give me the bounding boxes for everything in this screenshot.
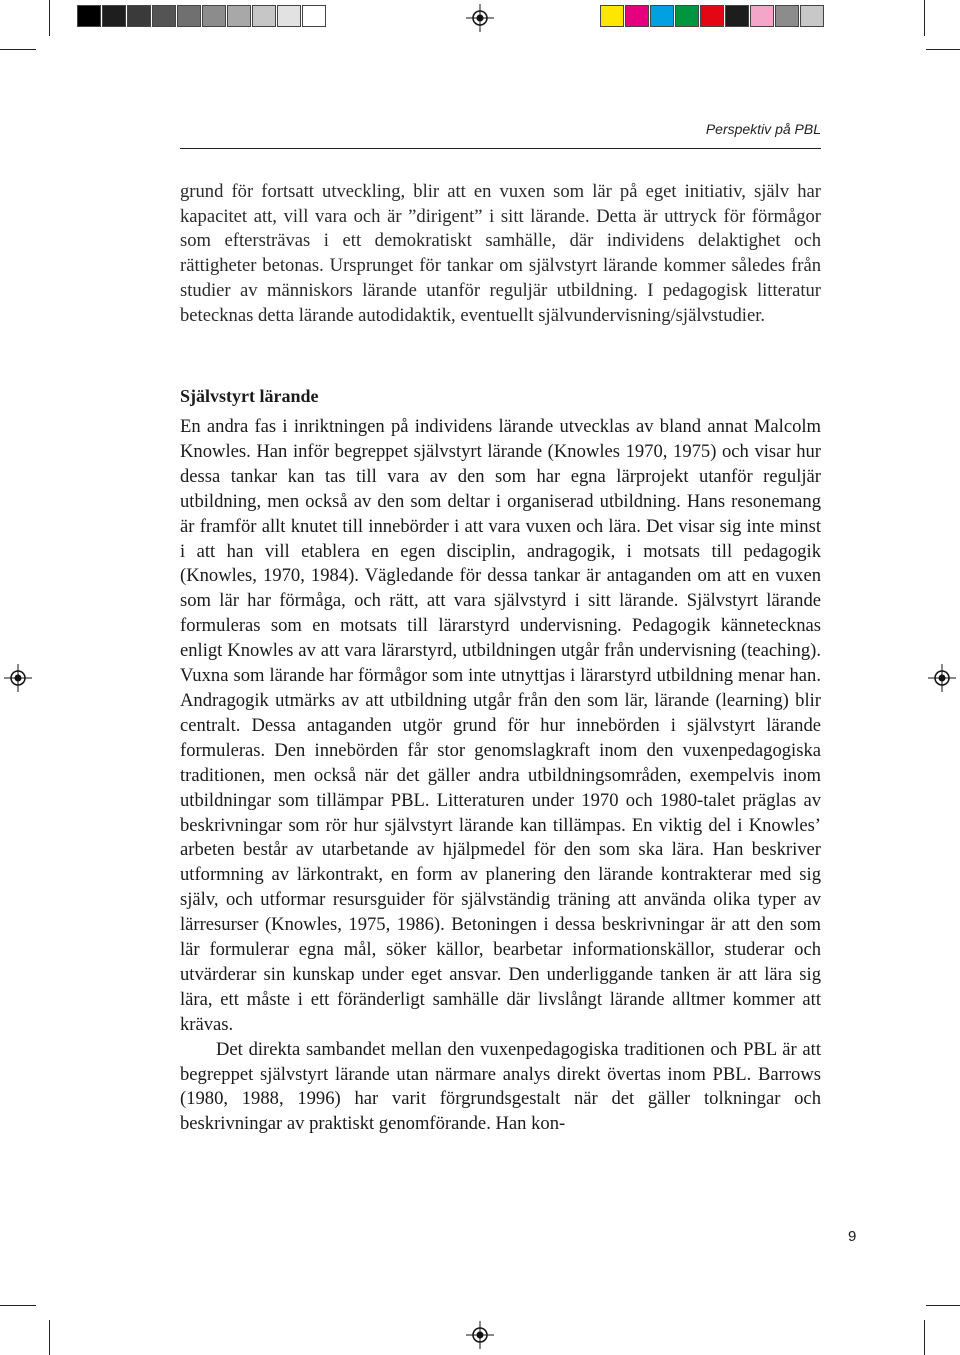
grayscale-color-bar [77,5,327,27]
gray-swatch [102,5,126,27]
registration-mark-left-icon [4,664,32,692]
process-color-bar [600,5,825,27]
color-swatch [800,5,824,27]
body-paragraph-1: En andra fas i inriktningen på individens lärande utvecklas av bland annat Malcolm Knowles. Han inför begreppet självstyrt lärande (Knowles 1970, 1975) och visar hur dessa tankar kan tas till vara av den som har egna lärprojekt utanför reguljär utbildning, men också av den som deltar i organiserad utbildning. Hans resonemang är framför allt knutet till innebörder i att vara vuxen och lära. Det visar sig inte minst i att han vill etablera en egen disciplin, andragogik, i motsats till pedagogik (Knowles, 1970, 1984). Vägledande för dessa tankar är antaganden om att en vuxen som lär har förmåga, och rätt, att vara självstyrd i sitt lärande. Självstyrt lärande formuleras som en motsats till lärarstyrd undervisning. Pedagogik kännetecknas enligt Knowles av att vara lärarstyrd, utbildningen utgår från undervisning (teaching). Vuxna som lärande har förmågor som inte utnyttjas i lärarstyrd utbildning menar han. Andragogik utmärks av att utbildning utgår från den som lär, lärande (learning) blir centralt. Dessa antaganden utgör grund för hur innebörden i självstyrt lärande formuleras. Den innebörden får stor genomslagkraft inom den vuxenpedagogiska traditionen, men också när det gäller andra utbildningsområden, exempelvis inom utbildningar som tillämpar PBL. Litteraturen under 1970 och 1980-talet präglas av beskrivningar som rör hur självstyrt lärande kan tillämpas. En viktig del i Knowles’ arbeten består av utarbetande av hjälpmedel för den som ska lära. Han beskriver utformning av lärkontrakt, en form av planering den lärande kontrakterar med sig själv, och utformar resursguider för självständig träning att använda olika typer av lärresurser (Knowles, 1975, 1986). Betoningen i dessa beskrivningar är att den som lär formulerar egna mål, söker källor, bearbetar informationskällor, studerar och utvärderar sin kunskap under eget ansvar. Den underliggande tanken är att lära sig lära, ett måste i ett föränderligt samhälle där livslångt lärande alltmer kommer att krävas. [180,416,821,1035]
color-swatch [775,5,799,27]
section-body [180,415,821,1137]
gray-swatch [277,5,301,27]
running-header: Perspektiv på PBL [705,121,821,137]
gray-swatch [202,5,226,27]
gray-swatch [127,5,151,27]
gray-swatch [177,5,201,27]
registration-mark-top-icon [466,4,494,32]
section-heading: Självstyrt lärande [180,386,319,406]
color-swatch [600,5,624,27]
color-swatch [700,5,724,27]
gray-swatch [227,5,251,27]
gray-swatch [252,5,276,27]
body-paragraph-2: Det direkta sambandet mellan den vuxenpedagogiska traditionen och PBL är att begreppet självstyrt lärande utan närmare analys direkt övertas inom PBL. Barrows (1980, 1988, 1996) har varit förgrundsgestalt när det gäller tolkningar och beskrivningar av praktiskt genomförande. Han kon- [180,1038,821,1135]
page-number: 9 [848,1228,857,1245]
gray-swatch [152,5,176,27]
header-rule [180,148,821,149]
gray-swatch [77,5,101,27]
color-swatch [750,5,774,27]
color-swatch [625,5,649,27]
registration-mark-right-icon [928,664,956,692]
color-swatch [675,5,699,27]
intro-paragraph: grund för fortsatt utveckling, blir att en vuxen som lär på eget initiativ, själv har kapacitet att, vill vara och är ”dirigent” i sitt lärande. Detta är uttryck för förmågor som eftersträvas i ett demokratiskt samhälle, där individens delaktighet och rättigheter betonas. Ursprunget för tankar om självstyrt lärande kommer således från studier av människors lärande utanför reguljär utbildning. I pedagogisk litteratur betecknas detta lärande autodidaktik, eventuellt självundervisning/självstudier. [180,181,821,326]
registration-mark-bottom-icon [466,1321,494,1349]
color-swatch [650,5,674,27]
gray-swatch [302,5,326,27]
color-swatch [725,5,749,27]
